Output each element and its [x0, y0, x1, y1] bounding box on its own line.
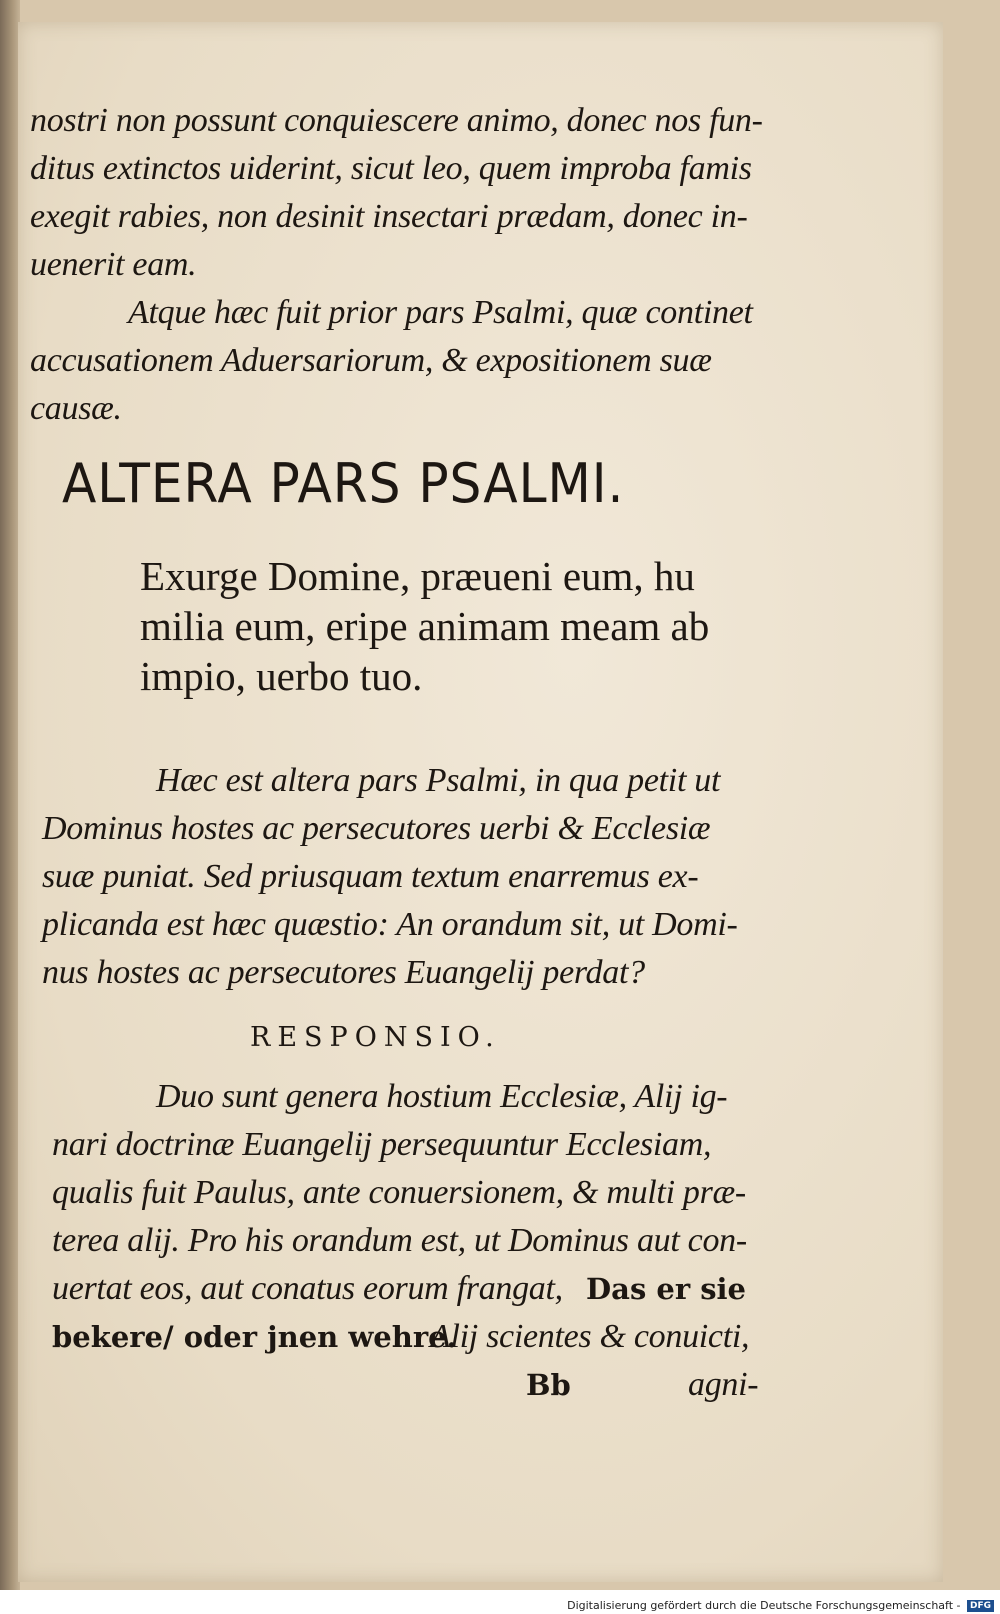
dfg-logo: DFG — [967, 1600, 994, 1612]
credit-text: Digitalisierung gefördert durch die Deutsche Forschungsgemeinschaft - — [567, 1599, 961, 1612]
text-line: ditus extinctos uiderint, sicut leo, quem improba famis — [30, 150, 752, 187]
book-spine-edge — [0, 0, 20, 1590]
signature-mark: Bb — [526, 1368, 571, 1402]
text-line: accusationem Aduersariorum, & expositionem suæ — [30, 342, 712, 379]
text-line: suæ puniat. Sed priusquam textum enarremus ex- — [42, 858, 699, 895]
verse-line: impio, uerbo tuo. — [140, 653, 423, 699]
text-line: Dominus hostes ac persecutores uerbi & Ecclesiæ — [42, 810, 711, 847]
book-page — [18, 22, 943, 1582]
subheading: RESPONSIO. — [250, 1022, 501, 1053]
text-line: nari doctrinæ Euangelij persequuntur Ecclesiam, — [52, 1126, 712, 1163]
section-heading: ALTERA PARS PSALMI. — [62, 452, 625, 515]
fraktur-text: Das er sie — [586, 1272, 746, 1306]
text-line: causæ. — [30, 390, 122, 427]
text-line: uenerit eam. — [30, 246, 197, 283]
catchword: agni- — [688, 1366, 759, 1403]
text-line: uertat eos, aut conatus eorum frangat, — [52, 1270, 563, 1307]
text-line: exegit rabies, non desinit insectari prædam, donec in- — [30, 198, 748, 235]
verse-line: milia eum, eripe animam meam ab — [140, 603, 710, 649]
text-line: nostri non possunt conquiescere animo, donec nos fun- — [30, 102, 763, 139]
text-line: Alij scientes & conuicti, — [430, 1318, 750, 1355]
text-line: Atque hæc fuit prior pars Psalmi, quæ continet — [128, 294, 753, 331]
verse-line: Exurge Domine, præueni eum, hu — [140, 553, 695, 599]
text-line: terea alij. Pro his orandum est, ut Dominus aut con- — [52, 1222, 747, 1259]
text-line: plicanda est hæc quæstio: An orandum sit, ut Domi- — [42, 906, 738, 943]
text-line: nus hostes ac persecutores Euangelij perdat? — [42, 954, 645, 991]
text-line: qualis fuit Paulus, ante conuersionem, & multi præ- — [52, 1174, 746, 1211]
text-line: Hæc est altera pars Psalmi, in qua petit ut — [156, 762, 721, 799]
fraktur-text: bekere/ oder jnen wehre. — [52, 1320, 457, 1354]
digitization-credit — [567, 1599, 994, 1612]
text-line: Duo sunt genera hostium Ecclesiæ, Alij ig- — [156, 1078, 728, 1115]
